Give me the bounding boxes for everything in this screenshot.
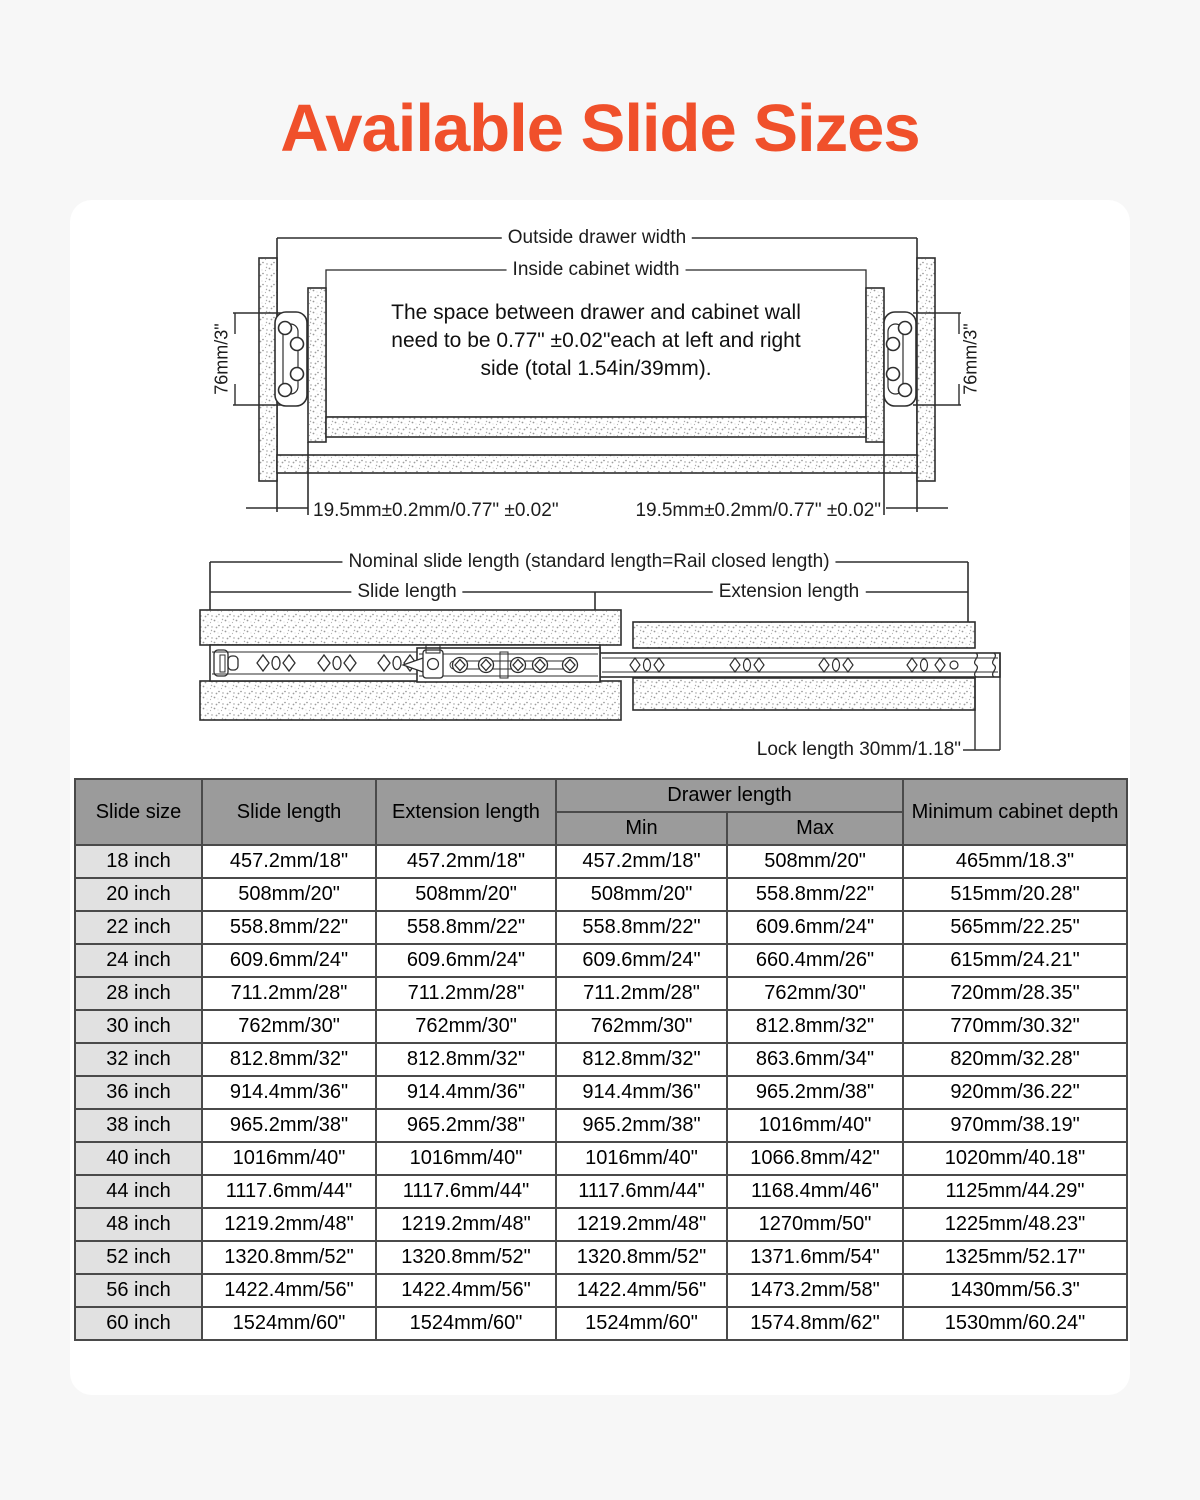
slide-size-cell: 44 inch bbox=[75, 1175, 202, 1208]
value-cell: 812.8mm/32" bbox=[556, 1043, 727, 1076]
value-cell: 1422.4mm/56" bbox=[202, 1274, 376, 1307]
value-cell: 1168.4mm/46" bbox=[727, 1175, 903, 1208]
slide-length-label: Slide length bbox=[351, 581, 462, 603]
nominal-slide-length-label: Nominal slide length (standard length=Rail closed length) bbox=[342, 551, 835, 573]
slide-size-cell: 52 inch bbox=[75, 1241, 202, 1274]
value-cell: 1320.8mm/52" bbox=[556, 1241, 727, 1274]
left-rail-cross-section bbox=[275, 312, 307, 406]
value-cell: 1325mm/52.17" bbox=[903, 1241, 1127, 1274]
value-cell: 609.6mm/24" bbox=[376, 944, 556, 977]
value-cell: 820mm/32.28" bbox=[903, 1043, 1127, 1076]
value-cell: 558.8mm/22" bbox=[727, 878, 903, 911]
table-row bbox=[75, 1142, 1127, 1175]
table-row bbox=[75, 845, 1127, 878]
value-cell: 1117.6mm/44" bbox=[376, 1175, 556, 1208]
spacing-note-line2: need to be 0.77" ±0.02"each at left and right bbox=[391, 329, 801, 352]
header-drawer-min: Min bbox=[556, 812, 727, 845]
value-cell: 762mm/30" bbox=[556, 1010, 727, 1043]
header-extension-length: Extension length bbox=[376, 779, 556, 845]
value-cell: 508mm/20" bbox=[376, 878, 556, 911]
value-cell: 1016mm/40" bbox=[202, 1142, 376, 1175]
value-cell: 1422.4mm/56" bbox=[376, 1274, 556, 1307]
slide-length-drawing bbox=[200, 562, 1000, 750]
value-cell: 1371.6mm/54" bbox=[727, 1241, 903, 1274]
slide-size-cell: 30 inch bbox=[75, 1010, 202, 1043]
slide-size-cell: 20 inch bbox=[75, 878, 202, 911]
lock-length-label: Lock length 30mm/1.18" bbox=[756, 739, 961, 760]
table-row bbox=[75, 1307, 1127, 1340]
extension-length-label: Extension length bbox=[713, 581, 866, 603]
value-cell: 558.8mm/22" bbox=[202, 911, 376, 944]
value-cell: 1524mm/60" bbox=[376, 1307, 556, 1340]
spacing-note-line1: The space between drawer and cabinet wall bbox=[391, 301, 801, 324]
rail-height-label-right: 76mm/3" bbox=[960, 323, 981, 395]
side-gap-label-left: 19.5mm±0.2mm/0.77" ±0.02" bbox=[313, 500, 559, 521]
value-cell: 965.2mm/38" bbox=[556, 1109, 727, 1142]
inside-cabinet-width-label: Inside cabinet width bbox=[507, 259, 686, 281]
value-cell: 1530mm/60.24" bbox=[903, 1307, 1127, 1340]
value-cell: 1219.2mm/48" bbox=[202, 1208, 376, 1241]
slide-size-cell: 32 inch bbox=[75, 1043, 202, 1076]
value-cell: 914.4mm/36" bbox=[376, 1076, 556, 1109]
table-row bbox=[75, 878, 1127, 911]
value-cell: 762mm/30" bbox=[376, 1010, 556, 1043]
value-cell: 711.2mm/28" bbox=[202, 977, 376, 1010]
content-card bbox=[70, 200, 1130, 1395]
value-cell: 508mm/20" bbox=[556, 878, 727, 911]
value-cell: 457.2mm/18" bbox=[202, 845, 376, 878]
value-cell: 609.6mm/24" bbox=[556, 944, 727, 977]
table-row bbox=[75, 1043, 1127, 1076]
technical-drawings bbox=[70, 200, 1130, 778]
table-row bbox=[75, 944, 1127, 977]
value-cell: 1320.8mm/52" bbox=[376, 1241, 556, 1274]
value-cell: 762mm/30" bbox=[727, 977, 903, 1010]
table-row bbox=[75, 1076, 1127, 1109]
value-cell: 965.2mm/38" bbox=[202, 1109, 376, 1142]
spacing-note-line3: side (total 1.54in/39mm). bbox=[480, 357, 712, 380]
value-cell: 457.2mm/18" bbox=[556, 845, 727, 878]
value-cell: 508mm/20" bbox=[727, 845, 903, 878]
value-cell: 762mm/30" bbox=[202, 1010, 376, 1043]
slide-size-cell: 36 inch bbox=[75, 1076, 202, 1109]
value-cell: 1117.6mm/44" bbox=[202, 1175, 376, 1208]
value-cell: 1117.6mm/44" bbox=[556, 1175, 727, 1208]
value-cell: 1320.8mm/52" bbox=[202, 1241, 376, 1274]
value-cell: 515mm/20.28" bbox=[903, 878, 1127, 911]
value-cell: 1125mm/44.29" bbox=[903, 1175, 1127, 1208]
middle-rail-lock bbox=[403, 645, 600, 682]
table-header bbox=[75, 779, 1127, 845]
value-cell: 711.2mm/28" bbox=[376, 977, 556, 1010]
value-cell: 812.8mm/32" bbox=[376, 1043, 556, 1076]
table-row bbox=[75, 977, 1127, 1010]
value-cell: 609.6mm/24" bbox=[727, 911, 903, 944]
slide-size-cell: 18 inch bbox=[75, 845, 202, 878]
value-cell: 609.6mm/24" bbox=[202, 944, 376, 977]
slide-size-cell: 40 inch bbox=[75, 1142, 202, 1175]
value-cell: 1430mm/56.3" bbox=[903, 1274, 1127, 1307]
value-cell: 863.6mm/34" bbox=[727, 1043, 903, 1076]
table-row bbox=[75, 911, 1127, 944]
value-cell: 1219.2mm/48" bbox=[556, 1208, 727, 1241]
value-cell: 812.8mm/32" bbox=[202, 1043, 376, 1076]
side-gap-label-right: 19.5mm±0.2mm/0.77" ±0.02" bbox=[635, 500, 881, 521]
value-cell: 508mm/20" bbox=[202, 878, 376, 911]
value-cell: 565mm/22.25" bbox=[903, 911, 1127, 944]
value-cell: 1066.8mm/42" bbox=[727, 1142, 903, 1175]
right-rail-cross-section bbox=[884, 312, 916, 406]
value-cell: 1524mm/60" bbox=[202, 1307, 376, 1340]
value-cell: 1473.2mm/58" bbox=[727, 1274, 903, 1307]
header-slide-size: Slide size bbox=[75, 779, 202, 845]
spacing-note bbox=[356, 299, 836, 383]
value-cell: 615mm/24.21" bbox=[903, 944, 1127, 977]
table-row bbox=[75, 1274, 1127, 1307]
value-cell: 720mm/28.35" bbox=[903, 977, 1127, 1010]
value-cell: 1574.8mm/62" bbox=[727, 1307, 903, 1340]
value-cell: 920mm/36.22" bbox=[903, 1076, 1127, 1109]
value-cell: 1422.4mm/56" bbox=[556, 1274, 727, 1307]
value-cell: 914.4mm/36" bbox=[202, 1076, 376, 1109]
slide-size-cell: 28 inch bbox=[75, 977, 202, 1010]
value-cell: 558.8mm/22" bbox=[556, 911, 727, 944]
table-row bbox=[75, 1010, 1127, 1043]
value-cell: 812.8mm/32" bbox=[727, 1010, 903, 1043]
value-cell: 965.2mm/38" bbox=[727, 1076, 903, 1109]
value-cell: 1225mm/48.23" bbox=[903, 1208, 1127, 1241]
value-cell: 970mm/38.19" bbox=[903, 1109, 1127, 1142]
slide-size-cell: 60 inch bbox=[75, 1307, 202, 1340]
value-cell: 1016mm/40" bbox=[376, 1142, 556, 1175]
value-cell: 965.2mm/38" bbox=[376, 1109, 556, 1142]
rail-height-label-left: 76mm/3" bbox=[211, 323, 232, 395]
value-cell: 770mm/30.32" bbox=[903, 1010, 1127, 1043]
value-cell: 558.8mm/22" bbox=[376, 911, 556, 944]
header-drawer-max: Max bbox=[727, 812, 903, 845]
slide-size-cell: 56 inch bbox=[75, 1274, 202, 1307]
outside-drawer-width-label: Outside drawer width bbox=[502, 227, 692, 249]
slide-size-table bbox=[74, 778, 1128, 1341]
header-minimum-cabinet-depth: Minimum cabinet depth bbox=[903, 779, 1127, 845]
table-row bbox=[75, 1175, 1127, 1208]
table-row bbox=[75, 1109, 1127, 1142]
value-cell: 1270mm/50" bbox=[727, 1208, 903, 1241]
page-title: Available Slide Sizes bbox=[280, 91, 920, 166]
table-row bbox=[75, 1241, 1127, 1274]
value-cell: 660.4mm/26" bbox=[727, 944, 903, 977]
value-cell: 1524mm/60" bbox=[556, 1307, 727, 1340]
value-cell: 1016mm/40" bbox=[727, 1109, 903, 1142]
slide-size-cell: 24 inch bbox=[75, 944, 202, 977]
table-body bbox=[75, 845, 1127, 1340]
extension-rail bbox=[600, 653, 1000, 677]
value-cell: 1219.2mm/48" bbox=[376, 1208, 556, 1241]
value-cell: 914.4mm/36" bbox=[556, 1076, 727, 1109]
header-drawer-length: Drawer length bbox=[556, 779, 903, 812]
value-cell: 1016mm/40" bbox=[556, 1142, 727, 1175]
value-cell: 457.2mm/18" bbox=[376, 845, 556, 878]
slide-size-cell: 22 inch bbox=[75, 911, 202, 944]
header-slide-length: Slide length bbox=[202, 779, 376, 845]
value-cell: 465mm/18.3" bbox=[903, 845, 1127, 878]
slide-size-cell: 48 inch bbox=[75, 1208, 202, 1241]
table-row bbox=[75, 1208, 1127, 1241]
slide-size-cell: 38 inch bbox=[75, 1109, 202, 1142]
value-cell: 711.2mm/28" bbox=[556, 977, 727, 1010]
value-cell: 1020mm/40.18" bbox=[903, 1142, 1127, 1175]
